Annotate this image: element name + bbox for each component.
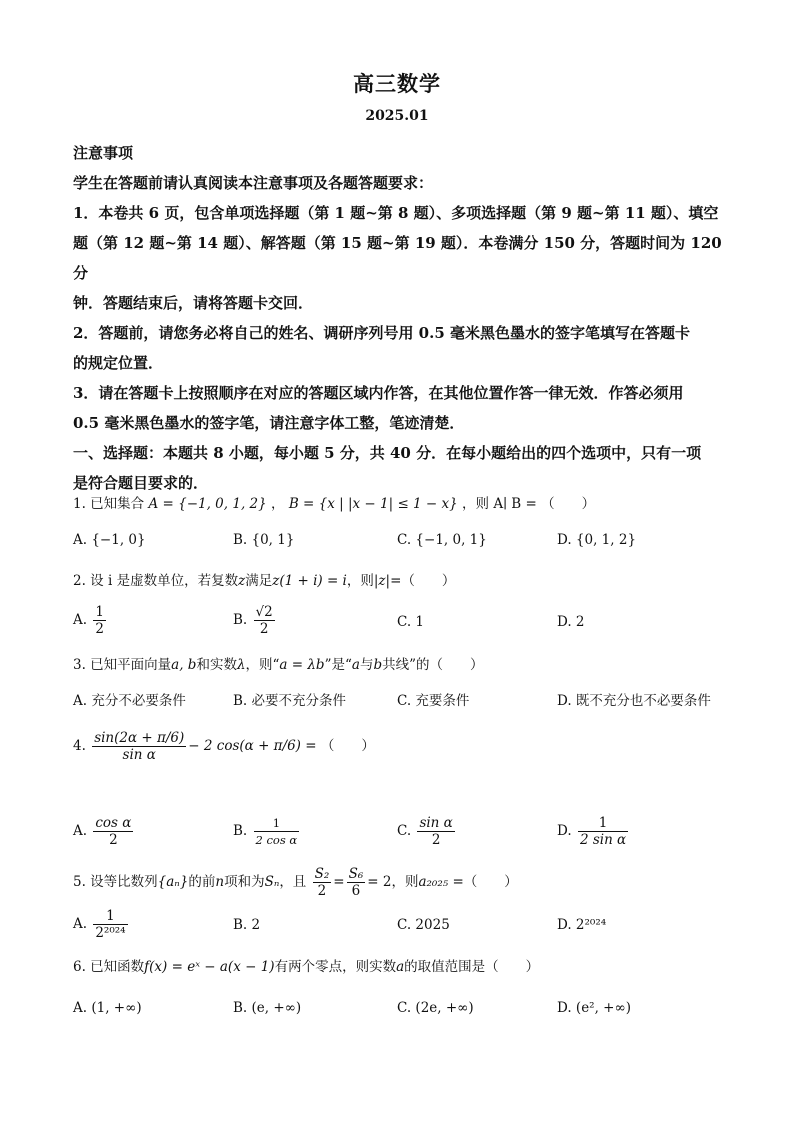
q2-text-c: ，则 (346, 573, 374, 589)
q2-option-a-fraction (93, 604, 106, 637)
q4-option-b-label: B. (233, 823, 248, 839)
q6-var-a: a (396, 959, 405, 975)
q3-option-d[interactable]: D. 既不充分也不必要条件 (557, 693, 711, 709)
q4-option-b-den: 2 cos α (255, 833, 298, 847)
q5-sequence: {aₙ} (157, 874, 189, 890)
question-6 (73, 957, 733, 977)
q2-equation: z(1 + i) = i (272, 573, 347, 589)
q3-option-c[interactable]: C. 充要条件 (397, 693, 470, 709)
q4-denominator: sin α (122, 747, 156, 763)
q2-text-b: 满足 (245, 573, 273, 589)
q3-text-c: ，则“ (245, 657, 280, 673)
question-4 (73, 730, 733, 763)
q1-set-b: B = {x | |x − 1| ≤ 1 − x} (288, 496, 458, 512)
q5-option-a-label: A. (73, 916, 88, 932)
q6-option-b[interactable]: B. (e, +∞) (233, 1000, 302, 1016)
q4-option-a-den: 2 (109, 832, 118, 848)
notice-item-1c: 钟．答题结束后，请将答题卡交回． (73, 294, 314, 312)
q4-option-d-label: D. (557, 823, 572, 839)
q1-comma: ， (271, 496, 285, 512)
q3-vec-a: a (351, 657, 360, 673)
q2-text-a: 2. 设 i 是虚数单位，若复数 (73, 573, 239, 589)
q5-fraction-2-num: S₆ (348, 866, 364, 882)
q3-text-b: 和实数 (196, 657, 237, 673)
q4-option-d-den: 2 sin α (579, 832, 627, 848)
q1-set-a: A = {−1, 0, 1, 2} (148, 496, 267, 512)
notice-item-2b: 的规定位置． (73, 354, 164, 372)
q1-option-d[interactable]: D. {0, 1, 2} (557, 532, 637, 548)
q4-option-a[interactable] (73, 815, 135, 848)
notice-item-2a: 2．答题前，请您务必将自己的姓名、调研序列号用 0.5 毫米黑色墨水的签字笔填写在答题卡 (73, 324, 690, 342)
q2-option-b-fraction (254, 604, 275, 637)
q2-text-d: =（ ） (390, 573, 456, 589)
q6-option-a[interactable]: A. (1, +∞) (73, 1000, 142, 1016)
q5-sum: Sₙ (264, 874, 280, 890)
q3-condition: a = λb (279, 657, 325, 673)
q6-text-c: 的取值范围是（ ） (404, 959, 540, 975)
page-title: 高三数学 (353, 71, 441, 96)
q4-option-d[interactable] (557, 815, 630, 848)
q3-lambda: λ (236, 657, 246, 673)
notice-item-3b: 0.5 毫米黑色墨水的签字笔，请注意字体工整，笔迹清楚． (73, 414, 465, 432)
q3-option-b[interactable]: B. 必要不充分条件 (233, 693, 347, 709)
q4-option-c-num: sin α (419, 815, 453, 831)
exam-date: 2025.01 (365, 108, 429, 124)
q2-option-a-den: 2 (95, 621, 104, 637)
q3-option-a[interactable]: A. 充分不必要条件 (73, 693, 186, 709)
q4-middle: − 2 cos (188, 738, 240, 754)
q2-option-b-num: √2 (255, 604, 273, 620)
q5-text-b: 的前 (188, 874, 216, 890)
q1-prefix: 1. 已知集合 (73, 496, 145, 512)
q5-fraction-1-num: S₂ (314, 866, 330, 882)
q4-option-a-fraction (93, 815, 133, 848)
q4-option-b[interactable] (233, 815, 301, 848)
q4-main-fraction (92, 730, 186, 763)
q6-text-a: 6. 已知函数 (73, 959, 145, 975)
notice-item-1b: 题（第 12 题~第 14 题）、解答题（第 15 题~第 19 题）．本卷满分 150 分，答题时间为 120 分 (73, 234, 722, 282)
q4-option-a-label: A. (73, 823, 88, 839)
q5-text-e: ，则 (391, 874, 419, 890)
q1-option-a[interactable]: A. {−1, 0} (73, 532, 146, 548)
q2-option-b-den: 2 (259, 621, 269, 637)
q5-fraction-2 (347, 866, 366, 899)
q4-numerator: sin(2α + π/6) (94, 730, 185, 746)
q4-tail: = （ ） (305, 738, 375, 754)
q5-text-a: 5. 设等比数列 (73, 874, 158, 890)
q2-var-z: z (238, 573, 246, 589)
q4-option-b-fraction (254, 815, 300, 848)
q4-argument: (α + π/6) (239, 738, 301, 754)
q5-equals-2: = 2 (367, 874, 392, 890)
q6-option-c[interactable]: C. (2e, +∞) (397, 1000, 474, 1016)
notice-item-1a: 1．本卷共 6 页，包含单项选择题（第 1 题~第 8 题）、多项选择题（第 9 题~第 11 题）、填空 (73, 204, 719, 222)
q5-option-c[interactable]: C. 2025 (397, 917, 450, 933)
q5-text-c: 项和为 (224, 874, 265, 890)
q4-option-c-den: 2 (431, 832, 441, 848)
question-3 (73, 655, 733, 675)
notice-item-3a: 3．请在答题卡上按照顺序在对应的答题区域内作答，在其他位置作答一律无效．作答必须用 (73, 384, 684, 402)
q3-text-e: 与 (359, 657, 374, 673)
q1-option-b[interactable]: B. {0, 1} (233, 532, 295, 548)
q4-option-d-fraction (578, 815, 628, 848)
q2-option-a-label: A. (73, 612, 88, 628)
notice-intro: 学生在答题前请认真阅读本注意事项及各题答题要求： (73, 174, 434, 192)
notice-block (73, 138, 723, 498)
q5-fraction-1 (313, 866, 332, 899)
q2-abs-z: |z| (373, 573, 391, 589)
question-5 (73, 866, 733, 899)
question-2 (73, 571, 733, 591)
q4-option-a-num: cos α (95, 815, 132, 831)
q2-option-b[interactable] (233, 604, 277, 637)
q5-equals-1: = (333, 874, 345, 890)
notice-heading: 注意事项 (73, 144, 134, 162)
q3-vectors: a, b (171, 657, 197, 673)
q5-var-n: n (215, 874, 225, 890)
q6-option-d[interactable]: D. (e², +∞) (557, 1000, 631, 1016)
q4-option-b-num: 1 (254, 815, 300, 832)
section-heading-b: 是符合题目要求的． (73, 474, 209, 492)
q3-text-a: 3. 已知平面向量 (73, 657, 172, 673)
q5-text-d: ，且 (279, 874, 307, 890)
q5-option-a[interactable] (73, 908, 130, 941)
q2-option-b-label: B. (233, 612, 248, 628)
question-1 (73, 494, 733, 514)
q4-label: 4. (73, 738, 86, 754)
q3-text-d: ”是“ (324, 657, 352, 673)
q2-option-c[interactable]: C. 1 (397, 614, 425, 630)
q4-option-d-num: 1 (578, 815, 628, 832)
q3-vec-b: b (373, 657, 383, 673)
q1-option-c[interactable]: C. {−1, 0, 1} (397, 532, 487, 548)
q5-text-f: （ ） (463, 874, 518, 890)
q5-option-d[interactable]: D. 2²⁰²⁴ (557, 917, 607, 933)
q2-option-d[interactable]: D. 2 (557, 614, 585, 630)
q5-target: a₂₀₂₅ = (418, 874, 464, 890)
q5-fraction-2-den: 6 (351, 883, 361, 899)
q6-text-b: 有两个零点，则实数 (274, 959, 397, 975)
q5-option-a-fraction (93, 908, 127, 941)
q4-option-c-fraction (417, 815, 454, 848)
q6-function: f(x) = eˣ − a(x − 1) (144, 959, 275, 975)
q2-option-a-num: 1 (95, 604, 104, 620)
q4-option-c-label: C. (397, 823, 412, 839)
section-heading-a: 一、选择题：本题共 8 小题，每小题 5 分，共 40 分．在每小题给出的四个选项中，只有一项 (73, 444, 702, 462)
q5-option-b[interactable]: B. 2 (233, 917, 261, 933)
q1-ask: ，则 A∣ B = （ ） (462, 496, 596, 512)
q3-text-f: 共线”的（ ） (382, 657, 484, 673)
q5-option-a-num: 1 (93, 908, 127, 925)
q4-option-c[interactable] (397, 815, 457, 848)
q5-option-a-den: 2²⁰²⁴ (95, 925, 126, 941)
q5-fraction-1-den: 2 (317, 883, 327, 899)
q2-option-a[interactable] (73, 604, 108, 637)
